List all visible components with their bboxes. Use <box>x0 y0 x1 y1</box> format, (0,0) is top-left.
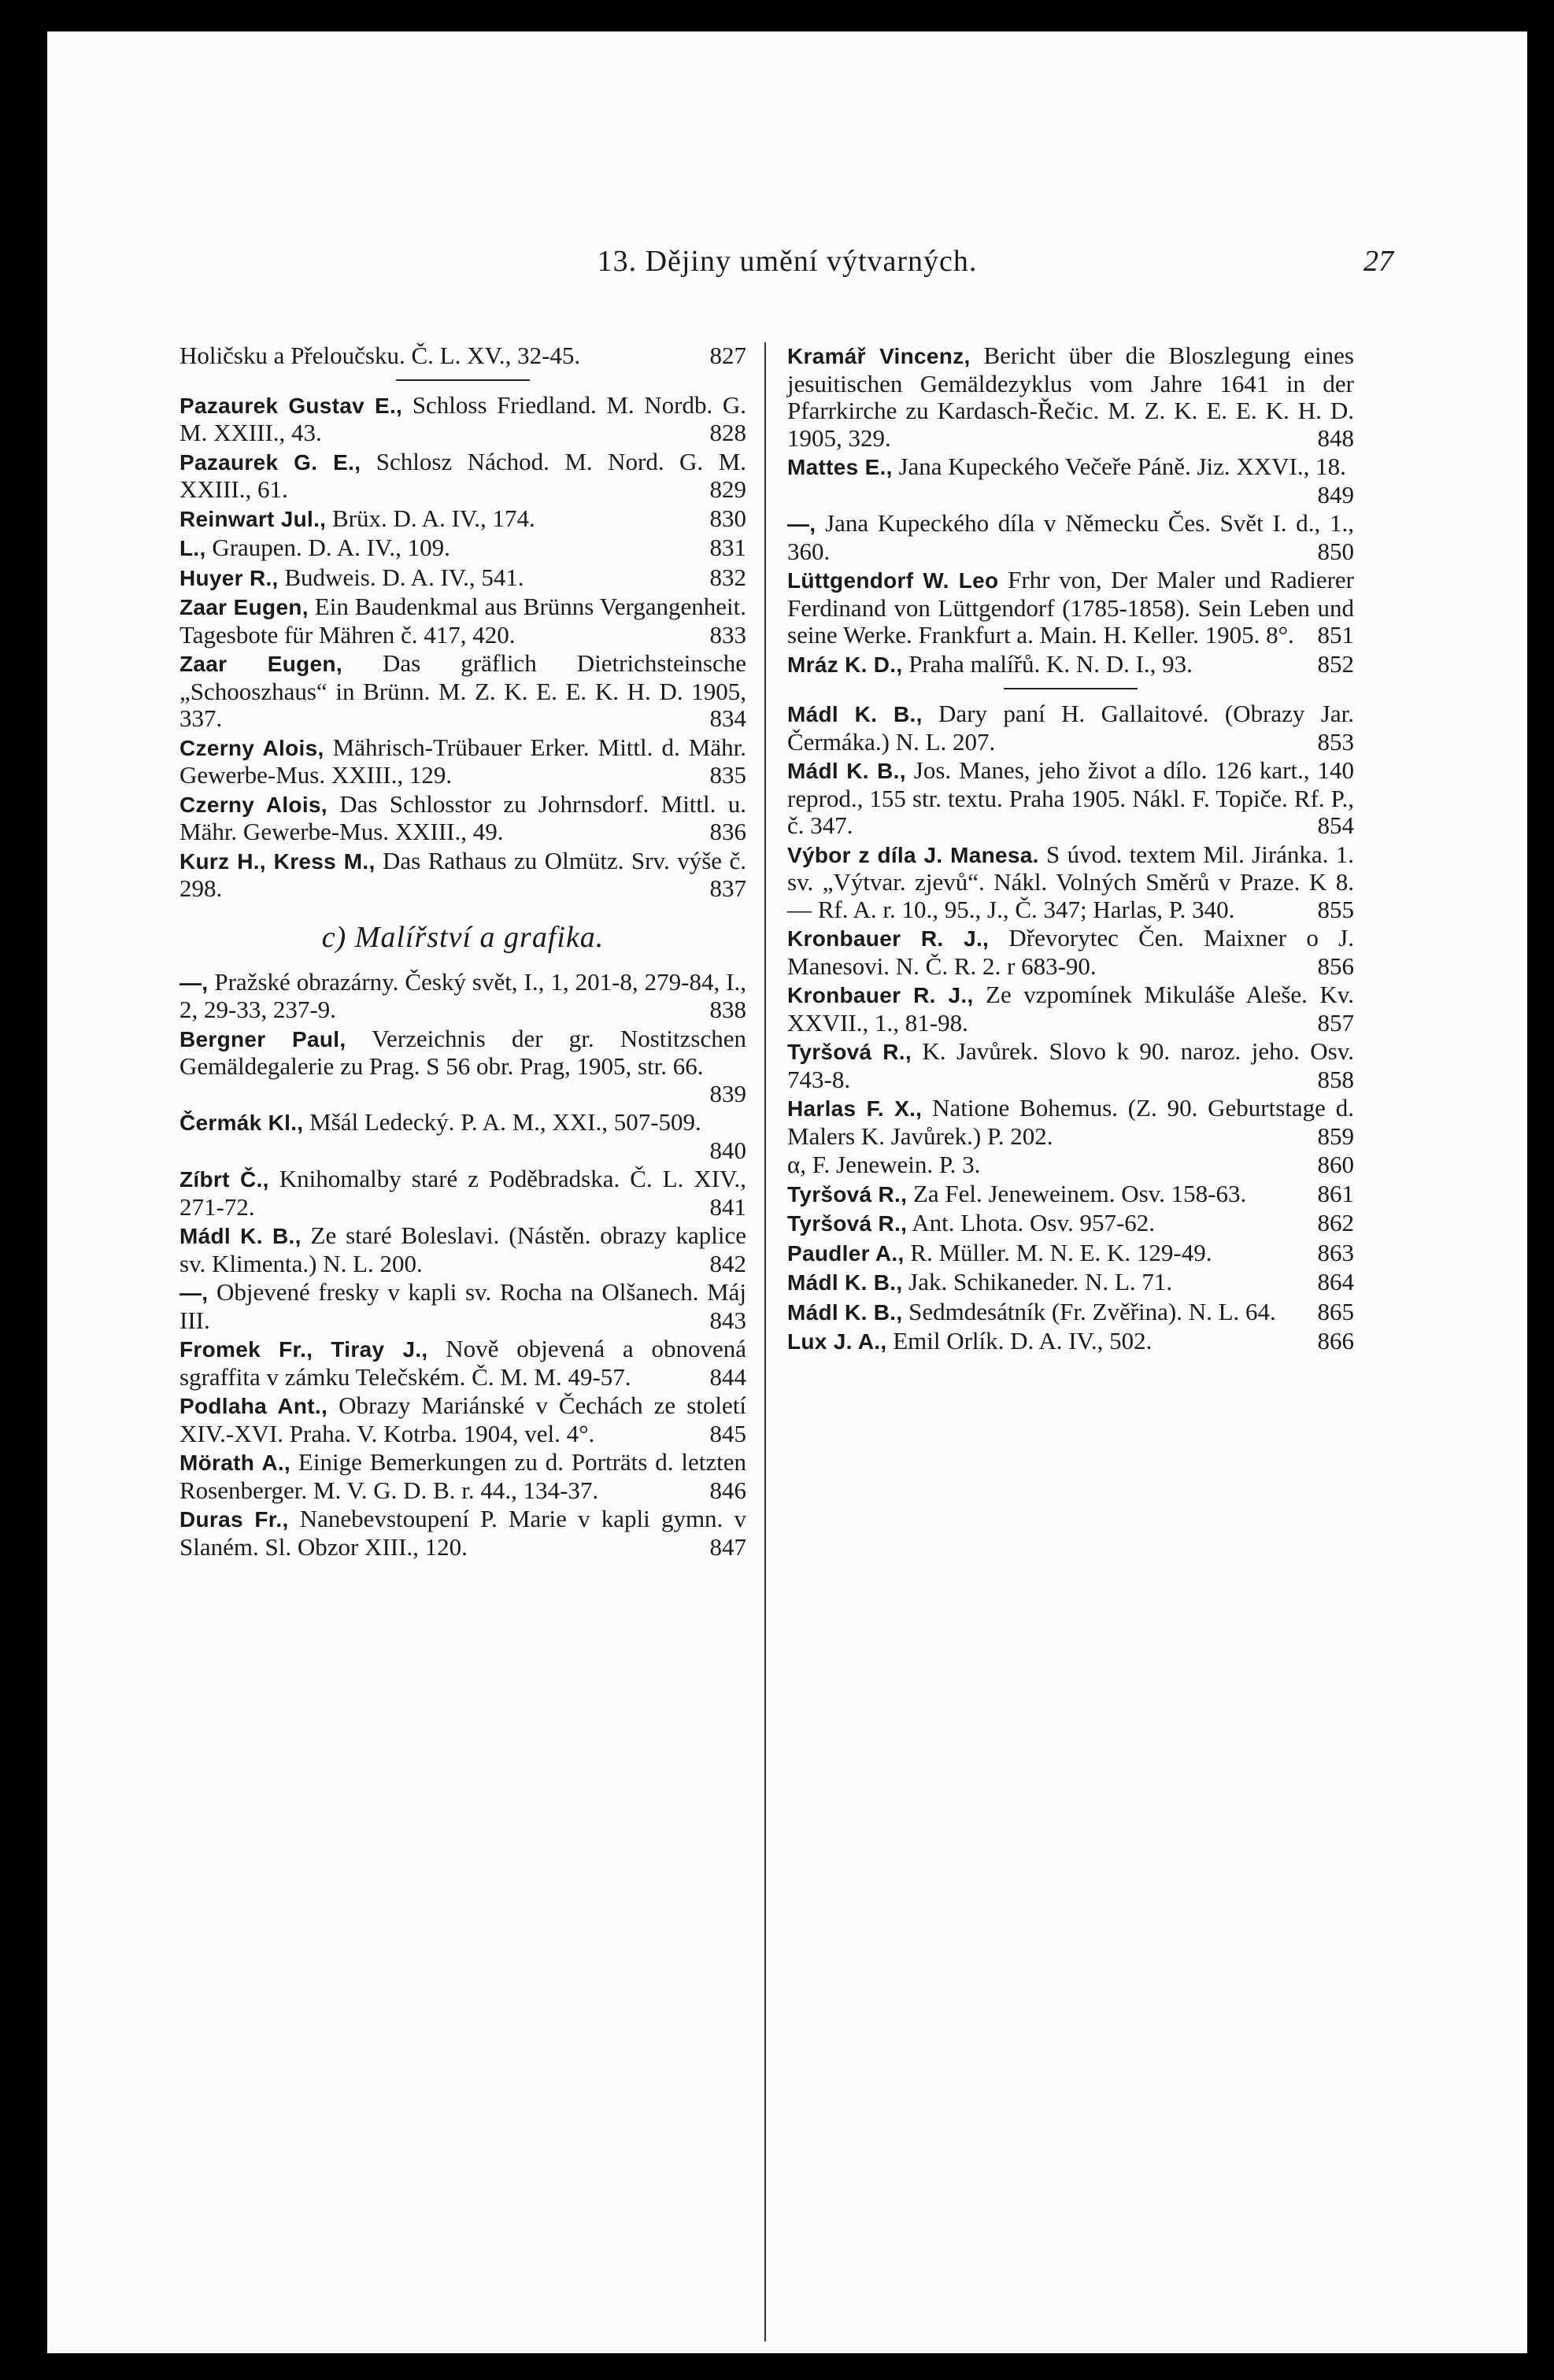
entry-text: Brüx. D. A. IV., 174. <box>326 504 535 532</box>
entry-text: Dary paní H. Gallaitové. (Obrazy Jar. Čermáka.) N. L. 207. <box>787 700 1354 756</box>
entry-author: Pazaurek G. E., <box>179 449 361 475</box>
entry-text: Pražské obrazárny. Český svět, I., 1, 201-8, 279-84, I., 2, 29-33, 237-9. <box>179 967 746 1023</box>
entry-author: Czerny Alois, <box>179 735 324 760</box>
entry-author: Mádl K. B., <box>179 1224 302 1248</box>
entry-number: 865 <box>1317 1297 1354 1325</box>
bibliography-entry <box>787 1240 1354 1268</box>
bibliography-entry <box>179 969 746 1024</box>
entry-number: 835 <box>709 761 746 789</box>
bibliography-entry <box>787 925 1354 980</box>
separator-rule <box>396 379 530 381</box>
bibliography-entry <box>179 1506 746 1561</box>
entry-text: Frhr von, Der Maler und Radierer Ferdinand von Lüttgendorf (1785-1858). Sein Leben und seine Werke. Frankfurt a. Main. H. Keller. 1905. 8°. <box>787 566 1354 649</box>
left-column <box>179 342 746 1562</box>
entry-text: Schlosz Náchod. M. Nord. G. M. XXIII., 61. <box>179 447 746 503</box>
entry-text: Natione Bohemus. (Z. 90. Geburtstage d. Malers K. Javůrek.) P. 202. <box>787 1094 1354 1150</box>
bibliography-entry <box>179 1392 746 1447</box>
entry-number: 856 <box>1317 952 1354 980</box>
bibliography-entry <box>179 1279 746 1334</box>
entry-number: 862 <box>1317 1209 1354 1236</box>
entry-author: Kronbauer R. J., <box>787 926 990 951</box>
entry-text: R. Müller. M. N. E. K. 129-49. <box>904 1238 1212 1266</box>
bibliography-entry <box>787 510 1354 565</box>
entry-text: Mährisch-Trübauer Erker. Mittl. d. Mähr. Gewerbe-Mus. XXIII., 129. <box>179 733 746 789</box>
entry-number: 854 <box>1317 811 1354 839</box>
entry-author: Podlaha Ant., <box>179 1394 328 1418</box>
bibliography-entry <box>179 1109 746 1164</box>
bibliography-entry <box>179 564 746 593</box>
entry-text: Graupen. D. A. IV., 109. <box>205 534 450 561</box>
bibliography-entry <box>787 757 1354 840</box>
entry-text: Nově objevená a obnovená sgraffita v zámku Telečském. Č. M. M. 49-57. <box>179 1335 746 1391</box>
entry-text: Schloss Friedland. M. Nordb. G. M. XXIII., 43. <box>179 390 746 446</box>
entry-text: Jak. Schikaneder. N. L. 71. <box>902 1268 1173 1295</box>
entry-text: Nanebevstoupení P. Marie v kapli gymn. v Slaném. Sl. Obzor XIII., 120. <box>179 1505 746 1561</box>
entry-author: Lüttgendorf W. Leo <box>787 568 999 593</box>
entry-author: —, <box>179 1281 209 1305</box>
entry-author: Duras Fr., <box>179 1507 289 1532</box>
entry-author: Mádl K. B., <box>787 1270 903 1295</box>
entry-author: Fromek Fr., Tiray J., <box>179 1337 428 1362</box>
entry-number: 827 <box>709 342 746 369</box>
entry-number: 845 <box>709 1419 746 1447</box>
bibliography-entry <box>179 1449 746 1504</box>
entry-text: Jos. Manes, jeho život a dílo. 126 kart., 140 reprod., 155 str. textu. Praha 1905. Nákl. F. Topiče. Rf. P., č. 347. <box>787 756 1355 839</box>
entry-number: 849 <box>1317 480 1354 508</box>
entry-number: 842 <box>709 1249 746 1277</box>
entry-text: Verzeichnis der gr. Nostitzschen Gemäldegalerie zu Prag. S 56 obr. Prag, 1905, str. 66. <box>179 1024 746 1080</box>
bibliography-entry <box>787 841 1354 924</box>
entry-number: 830 <box>709 504 746 532</box>
entry-number: 855 <box>1317 895 1354 923</box>
entry-author: Huyer R., <box>179 565 279 590</box>
bibliography-entry <box>179 791 746 846</box>
entry-author: Tyršová R., <box>787 1040 912 1064</box>
entry-text: Ein Baudenkmal aus Brünns Vergangenheit. Tagesbote für Mähren č. 417, 420. <box>179 593 746 649</box>
entry-author: Bergner Paul, <box>179 1026 346 1051</box>
entry-number: 859 <box>1317 1122 1354 1150</box>
bibliography-entry <box>787 651 1354 679</box>
entry-text: Mšál Ledecký. P. A. M., XXI., 507-509. <box>303 1108 701 1136</box>
entry-number: 858 <box>1317 1065 1354 1093</box>
entry-author: Pazaurek Gustav E., <box>179 393 403 418</box>
entry-author: Harlas F. X., <box>787 1096 923 1121</box>
entry-number: 833 <box>709 620 746 649</box>
entry-author: Tyršová R., <box>787 1211 908 1236</box>
entry-author: Mattes E., <box>787 455 893 479</box>
entry-text: Bericht über die Bloszlegung eines jesuitischen Gemäldezyklus vom Jahre 1641 in der Pfarrkirche zu Kardasch-Řečic. M. Z. K. E. E. K. H. D. 1905, 329. <box>787 342 1354 452</box>
bibliography-entry <box>787 1328 1354 1356</box>
bibliography-entry <box>179 1336 746 1391</box>
entry-number: 844 <box>709 1362 746 1391</box>
entry-author: Kramář Vincenz, <box>787 344 971 368</box>
entry-author: Czerny Alois, <box>179 792 327 817</box>
entry-text: Za Fel. Jeneweinem. Osv. 158-63. <box>907 1179 1247 1207</box>
entry-author: Mráz K. D., <box>787 652 903 677</box>
entry-text: Ze staré Boleslavi. (Nástěn. obrazy kaplice sv. Klimenta.) N. L. 200. <box>179 1221 746 1277</box>
column-divider <box>764 342 766 2341</box>
entries-painting-continued <box>787 342 1354 678</box>
entry-number: 860 <box>1317 1151 1354 1178</box>
entry-text: Obrazy Mariánské v Čechách ze století XIV.-XVI. Praha. V. Kotrba. 1904, vel. 4°. <box>179 1391 747 1447</box>
entry-number: 851 <box>1317 621 1354 649</box>
separator-rule <box>1004 688 1138 689</box>
entry-number: 836 <box>709 818 746 845</box>
entry-author: Zaar Eugen, <box>179 652 342 676</box>
bibliography-entry <box>179 1166 746 1221</box>
section-title: c) Malířství a grafika. <box>321 920 605 954</box>
bibliography-entry <box>787 1095 1354 1150</box>
entry-text: Dřevorytec Čen. Maixner o J. Manesovi. N. Č. R. 2. r 683-90. <box>787 924 1355 980</box>
bibliography-entry <box>787 1210 1354 1238</box>
entry-text: Emil Orlík. D. A. IV., 502. <box>886 1327 1153 1354</box>
entry-number: 838 <box>709 996 746 1023</box>
bibliography-entry <box>787 1151 1354 1179</box>
entry-number: 829 <box>709 475 746 503</box>
bibliography-entry <box>787 1269 1354 1297</box>
bibliography-entry <box>787 1299 1354 1327</box>
bibliography-entry <box>787 700 1354 756</box>
entry-author: Tyršová R., <box>787 1181 908 1207</box>
entry-number: 828 <box>709 419 746 446</box>
bibliography-entry <box>179 650 746 733</box>
entry-author: Zíbrt Č., <box>179 1167 269 1192</box>
entry-author: Reinwart Jul., <box>179 506 327 531</box>
entries-manes-and-others <box>787 700 1354 1356</box>
entry-number: 866 <box>1317 1327 1354 1354</box>
bibliography-entry <box>179 1026 746 1108</box>
entry-number: 846 <box>709 1476 746 1504</box>
entry-number: 857 <box>1317 1008 1354 1037</box>
entry-author: Mörath A., <box>179 1451 291 1475</box>
entry-text: Das gräflich Dietrichsteinsche „Schooszhaus“ in Brünn. M. Z. K. E. E. K. H. D. 1905, 337. <box>179 649 746 732</box>
entry-number: 850 <box>1317 537 1354 565</box>
entry-number: 847 <box>709 1532 746 1561</box>
entry-author: —, <box>787 512 816 536</box>
entry-author: Mádl K. B., <box>787 1299 903 1325</box>
entry-author: Zaar Eugen, <box>179 595 309 619</box>
entry-number: 831 <box>709 534 746 561</box>
entry-number: 840 <box>709 1136 746 1164</box>
bibliography-entry <box>787 342 1354 452</box>
entry-number: 832 <box>709 563 746 591</box>
entries-painting <box>179 969 746 1561</box>
entry-number: 853 <box>1317 727 1354 756</box>
bibliography-entry <box>179 534 746 563</box>
entry-text: K. Javůrek. Slovo k 90. naroz. jeho. Osv. 743-8. <box>787 1037 1354 1093</box>
entry-number: 841 <box>709 1192 746 1221</box>
entry-text: Einige Bemerkungen zu d. Porträts d. letzten Rosenberger. M. V. G. D. B. r. 44., 134-37. <box>179 1448 747 1504</box>
entry-author: Mádl K. B., <box>787 702 923 726</box>
entry-number: 834 <box>709 704 746 732</box>
bibliography-entry <box>787 453 1354 508</box>
bibliography-entry <box>787 981 1354 1037</box>
entry-text: Budweis. D. A. IV., 541. <box>278 563 524 591</box>
bibliography-entry <box>179 734 746 789</box>
bibliography-entry <box>179 593 746 649</box>
entry-number: 837 <box>709 874 746 902</box>
entry-number: 839 <box>709 1079 746 1107</box>
entry-text: S úvod. textem Mil. Jiránka. 1. sv. „Výtvar. zjevů“. Nákl. Volných Směrů v Praze. K 8. — Rf. A. r. 10., 95., J., Č. 347; Harlas, P. 340. <box>787 840 1355 923</box>
entry-text: Knihomalby staré z Poděbradska. Č. L. XIV., 271-72. <box>179 1165 746 1221</box>
entry-number: 843 <box>709 1306 746 1334</box>
bibliography-entry <box>179 449 746 504</box>
entry-text: Ze vzpomínek Mikuláše Aleše. Kv. XXVII., 1., 81-98. <box>787 981 1354 1037</box>
entry-number: 852 <box>1317 649 1354 678</box>
entry-number: 861 <box>1317 1179 1354 1207</box>
entry-text: Das Schlosstor zu Johrnsdorf. Mittl. u. Mähr. Gewerbe-Mus. XXIII., 49. <box>179 789 746 845</box>
page-number: 27 <box>1363 245 1393 278</box>
entry-text: Objevené fresky v kapli sv. Rocha na Olšanech. Máj III. <box>179 1278 746 1334</box>
entry-text: Holičsku a Přeloučsku. Č. L. XV., 32-45. <box>179 342 581 369</box>
entry-text: Jana Kupeckého díla v Německu Čes. Svět I. d., 1., 360. <box>787 509 1354 565</box>
entry-author: Kronbauer R. J., <box>787 983 974 1007</box>
bibliography-entry <box>787 1038 1354 1093</box>
intro-entry <box>179 342 746 370</box>
page-header <box>181 244 1393 291</box>
bibliography-entry <box>179 505 746 534</box>
entry-text: Das Rathaus zu Olmütz. Srv. výše č. 298. <box>179 846 746 902</box>
entry-text: Jana Kupeckého Večeře Páně. Jiz. XXVI., 18. <box>892 453 1346 480</box>
entry-text: Praha malířů. K. N. D. I., 93. <box>902 649 1193 678</box>
entry-author: Mádl K. B., <box>787 759 906 783</box>
bibliography-entry <box>787 1181 1354 1209</box>
entry-author: —, <box>179 970 209 995</box>
bibliography-entry <box>179 1222 746 1277</box>
entry-author: Paudler A., <box>787 1240 905 1266</box>
entry-number: 848 <box>1317 423 1354 452</box>
chapter-title: 13. Dějiny umění výtvarných. <box>597 245 978 278</box>
entry-text: Sedmdesátník (Fr. Zvěřina). N. L. 64. <box>902 1297 1276 1325</box>
entry-author: Čermák Kl., <box>179 1111 304 1135</box>
entry-text: α, F. Jenewein. P. 3. <box>787 1151 981 1178</box>
entries-architecture <box>179 392 746 903</box>
bibliography-entry <box>787 567 1354 649</box>
entry-author: L., <box>179 536 206 560</box>
right-column <box>787 342 1354 1358</box>
entry-author: Kurz H., Kress M., <box>179 848 376 874</box>
bibliography-entry <box>179 392 746 447</box>
entry-text: Ant. Lhota. Osv. 957-62. <box>907 1209 1156 1236</box>
entry-author: Výbor z díla J. Manesa. <box>787 842 1039 867</box>
entry-number: 864 <box>1317 1268 1354 1295</box>
entry-number: 863 <box>1317 1238 1354 1266</box>
book-page <box>47 31 1527 2353</box>
entry-author: Lux J. A., <box>787 1329 887 1354</box>
bibliography-entry <box>179 848 746 903</box>
